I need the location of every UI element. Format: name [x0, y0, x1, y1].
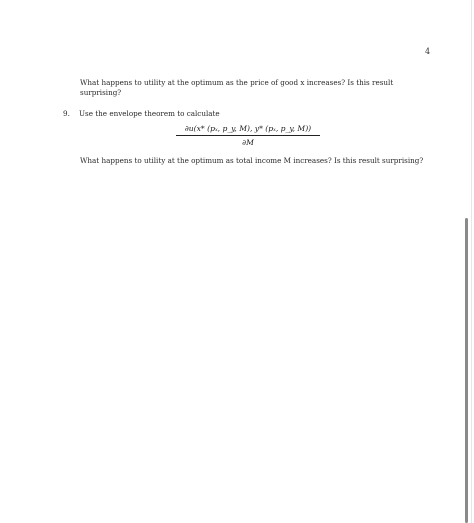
vertical-scrollbar[interactable] [465, 218, 468, 523]
formula-denominator: ∂M [242, 138, 254, 147]
question-9-follow-up: What happens to utility at the optimum as total income M increases? Is this result surprising? [80, 156, 424, 165]
question-9-number: 9. [63, 109, 70, 118]
formula-numerator: ∂u(x* (pₓ, p_y, M), y* (pₓ, p_y, M)) [184, 124, 312, 133]
question-9 [63, 109, 428, 119]
question-8-text: What happens to utility at the optimum as the price of good x increases? Is this result surprising? [80, 78, 394, 97]
page-number: 4 [425, 47, 431, 56]
page-edge [471, 0, 472, 523]
envelope-formula [174, 124, 322, 147]
question-9-prompt: Use the envelope theorem to calculate [79, 109, 220, 118]
